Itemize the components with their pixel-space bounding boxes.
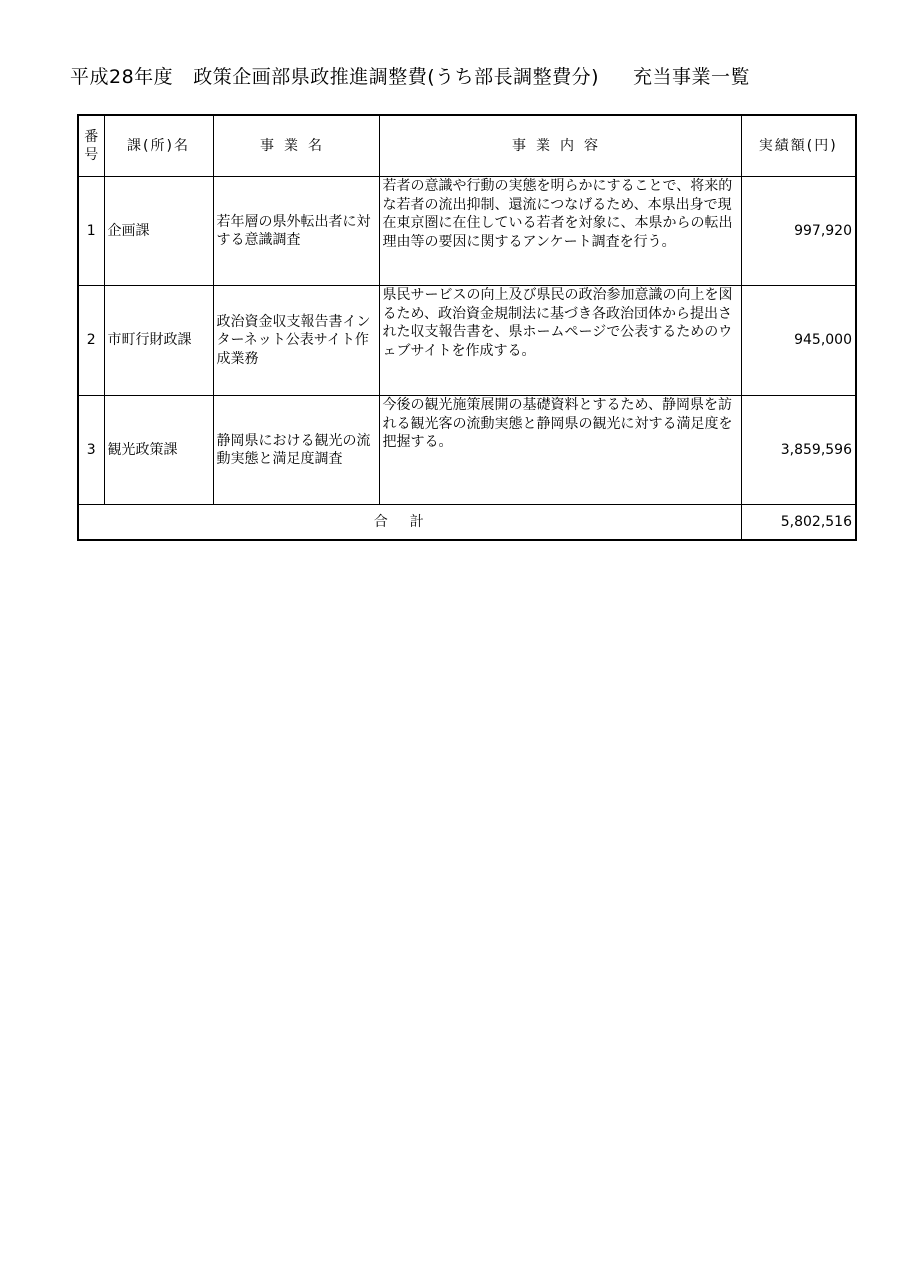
header-content: 事業内容 [379, 115, 741, 177]
table-row [78, 396, 856, 505]
project-list-table [77, 114, 857, 541]
row-content: 今後の観光施策展開の基礎資料とするため、静岡県を訪れる観光客の流動実態と静岡県の観光に対する満足度を把握する。 [379, 396, 741, 505]
total-amount: 5,802,516 [741, 505, 856, 541]
row-section: 市町行財政課 [104, 286, 213, 396]
row-content: 若者の意識や行動の実態を明らかにすることで、将来的な若者の流出抑制、還流につなげるため、本県出身で現在東京圏に在住している若者を対象に、本県からの転出理由等の要因に関するアンケート調査を行う。 [379, 177, 741, 286]
row-number: 2 [78, 286, 104, 396]
row-number: 1 [78, 177, 104, 286]
total-label: 合計 [78, 505, 741, 541]
row-project-name: 政治資金収支報告書インターネット公表サイト作成業務 [213, 286, 379, 396]
row-project-name: 静岡県における観光の流動実態と満足度調査 [213, 396, 379, 505]
table-row [78, 286, 856, 396]
title-list-label: 充当事業一覧 [633, 66, 751, 88]
row-number: 3 [78, 396, 104, 505]
table-row [78, 177, 856, 286]
row-content: 県民サービスの向上及び県民の政治参加意識の向上を図るため、政治資金規制法に基づき各政治団体から提出された収支報告書を、県ホームページで公表するためのウェブサイトを作成する。 [379, 286, 741, 396]
header-no: 番号 [78, 115, 104, 177]
header-section: 課(所)名 [104, 115, 213, 177]
header-amount: 実績額(円) [741, 115, 856, 177]
row-section: 観光政策課 [104, 396, 213, 505]
table-header-row [78, 115, 856, 177]
row-project-name: 若年層の県外転出者に対する意識調査 [213, 177, 379, 286]
total-row [78, 505, 856, 541]
row-amount: 3,859,596 [741, 396, 856, 505]
title-fiscal-year: 平成28年度 [70, 66, 174, 88]
row-amount: 945,000 [741, 286, 856, 396]
page-title [70, 62, 850, 89]
title-budget-name: 政策企画部県政推進調整費(うち部長調整費分) [193, 66, 600, 88]
row-amount: 997,920 [741, 177, 856, 286]
header-project: 事業名 [213, 115, 379, 177]
row-section: 企画課 [104, 177, 213, 286]
